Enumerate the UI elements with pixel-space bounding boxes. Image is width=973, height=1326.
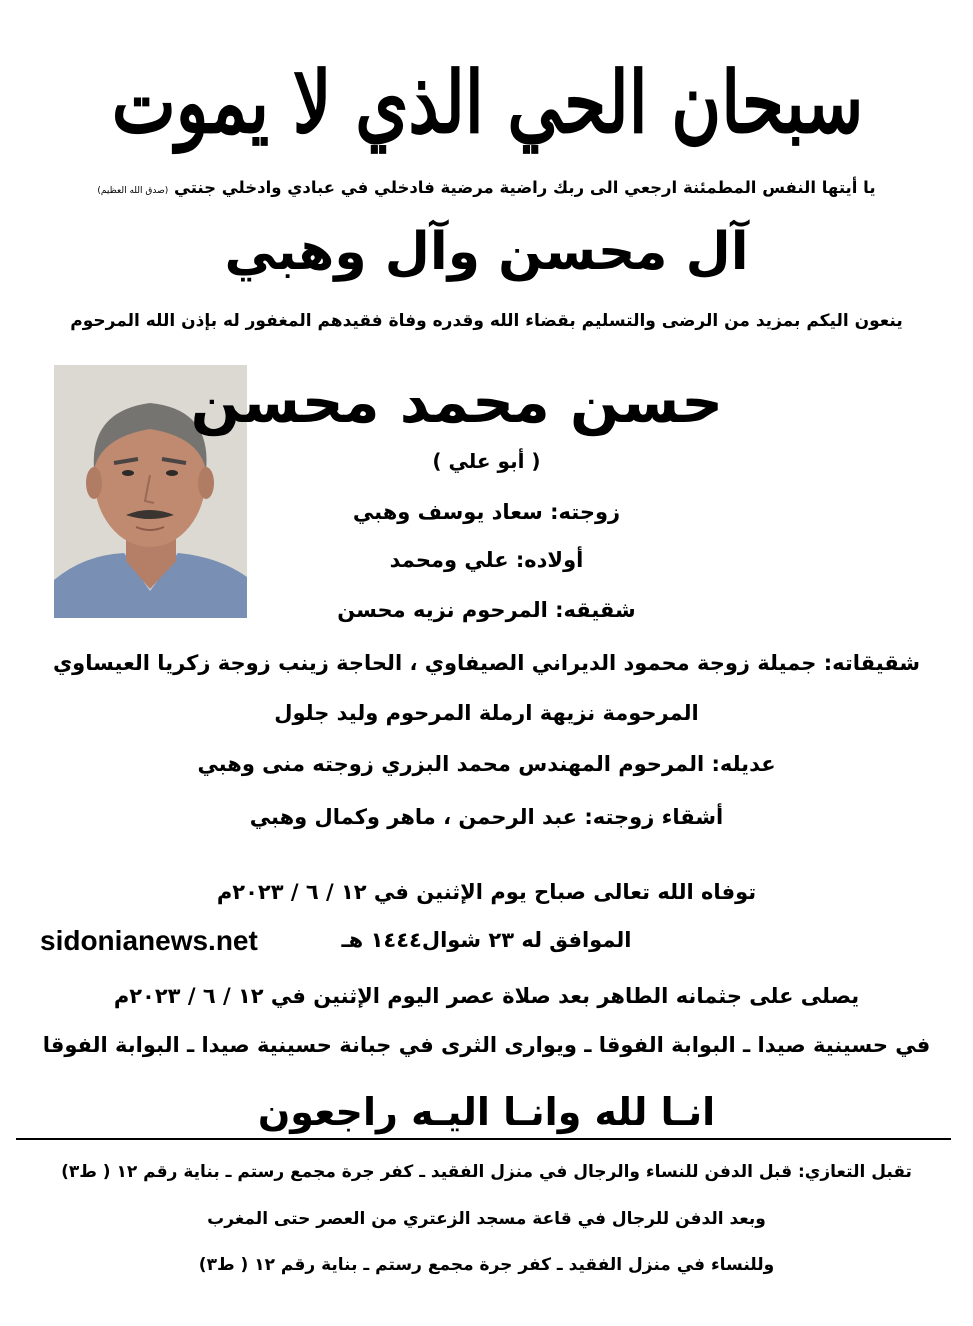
calligraphy-header: سبحان الحي الذي لا يموت	[111, 52, 864, 153]
deceased-nickname: ( أبو علي )	[432, 449, 541, 473]
hijri-date-line: الموافق له ٢٣ شوال١٤٤٤ هـ	[341, 928, 632, 952]
divider	[16, 1138, 951, 1140]
sisters-line-2: المرحومة نزيهة ارملة المرحوم وليد جلول	[274, 701, 699, 725]
condolences-line-2: وبعد الدفن للرجال في قاعة مسجد الزعتري من العصر حتى المغرب	[207, 1209, 766, 1229]
verse-text: يا أيتها النفس المطمئنة ارجعي الى ربك راضية مرضية فادخلي في عبادي وادخلي جنتي	[174, 178, 876, 197]
quran-verse	[20, 178, 953, 197]
deceased-name: حسن محمد محسن	[190, 368, 723, 436]
funeral-prayer-line: يصلى على جثمانه الطاهر بعد صلاة عصر اليوم الإثنين في ١٢ / ٦ / ٢٠٢٣م	[113, 984, 860, 1008]
condolences-line-3: وللنساء في منزل الفقيد ـ كفر جرة مجمع رستم ـ بناية رقم ١٢ ( ط٣)	[198, 1255, 775, 1275]
sisters-line-1: شقيقاته: جميلة زوجة محمود الديراني الصيفاوي ، الحاجة زينب زوجة زكريا العيساوي	[52, 651, 921, 675]
wife-line: زوجته: سعاد يوسف وهبي	[352, 500, 621, 524]
wife-brothers-line: أشقاء زوجته: عبد الرحمن ، ماهر وكمال وهبي	[249, 805, 724, 829]
burial-line: في حسينية صيدا ـ البوابة الفوقا ـ ويوارى الثرى في جبانة حسينية صيدا ـ البوابة الفوقا	[42, 1033, 931, 1057]
condolences-line-1: تقبل التعازي: قبل الدفن للنساء والرجال في منزل الفقيد ـ كفر جرة مجمع رستم ـ بناية رقم ١٢ ( ط٣)	[61, 1162, 912, 1182]
website-watermark: sidonianews.net	[40, 925, 258, 956]
brother-in-law-line: عديله: المرحوم المهندس محمد البزري زوجته منى وهبي	[197, 752, 776, 776]
brother-line: شقيقه: المرحوم نزيه محسن	[337, 598, 636, 622]
families-title: آل محسن وآل وهبي	[224, 222, 749, 282]
children-line: أولاده: علي ومحمد	[389, 548, 584, 572]
intro-text: ينعون اليكم بمزيد من الرضى والتسليم بقضاء الله وقدره وفاة فقيدهم المغفور له بإذن الله المرحوم	[70, 311, 903, 331]
closing-phrase: انـا لله وانـا اليـه راجعون	[257, 1090, 716, 1134]
death-date-line: توفاه الله تعالى صباح يوم الإثنين في ١٢ / ٦ / ٢٠٢٣م	[216, 880, 757, 904]
verse-source: (صدق الله العظيم)	[97, 186, 169, 196]
